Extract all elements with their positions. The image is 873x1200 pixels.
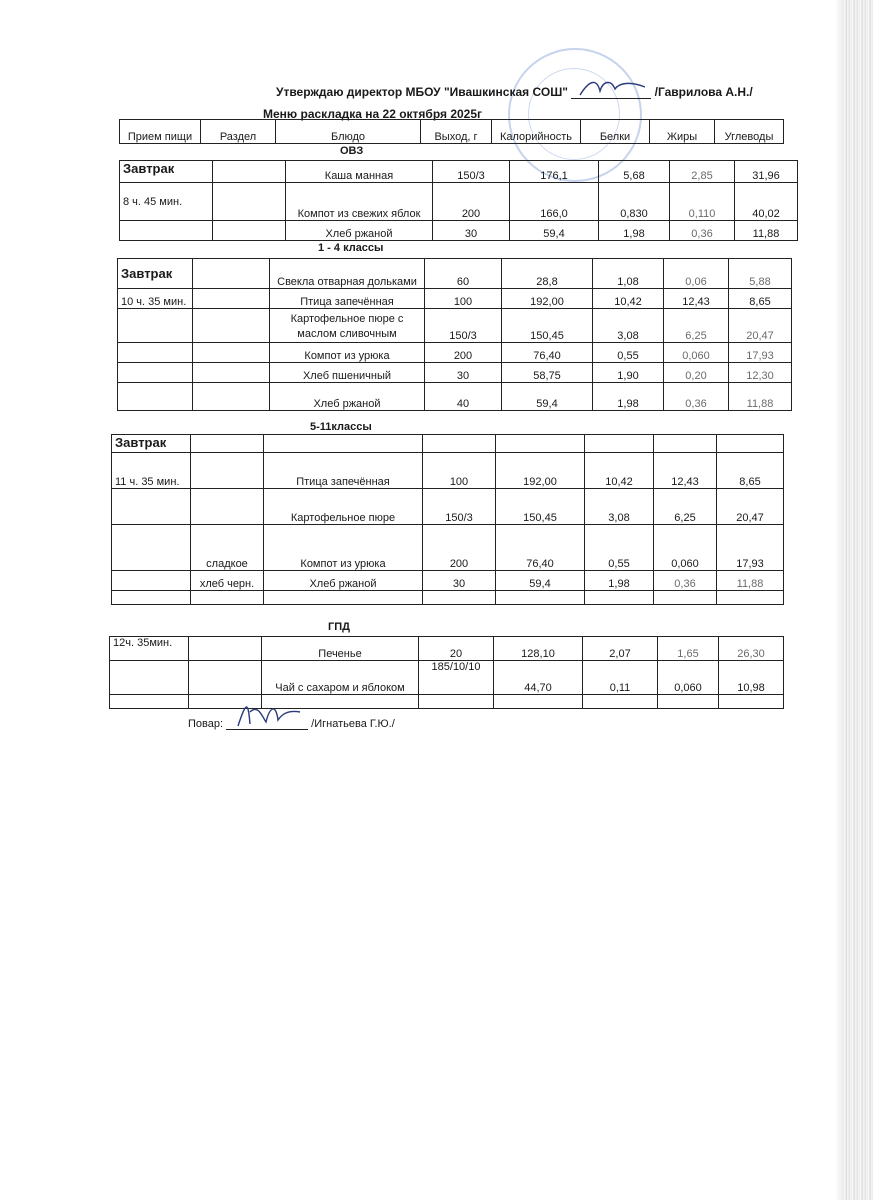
kcal-value: 150,45 bbox=[496, 489, 585, 525]
section-value: сладкое bbox=[191, 525, 264, 571]
meal-time: 8 ч. 45 мин. bbox=[120, 183, 213, 221]
yield-value: 200 bbox=[423, 525, 496, 571]
fat-value: 0,20 bbox=[664, 363, 729, 383]
kcal-value: 192,00 bbox=[502, 289, 593, 309]
approval-prefix: Утверждаю директор МБОУ "Ивашкинская СОШ" bbox=[276, 85, 568, 99]
section-title-1-4: 1 - 4 классы bbox=[318, 242, 384, 254]
carb-value: 8,65 bbox=[729, 289, 792, 309]
carb-value: 11,88 bbox=[729, 383, 792, 411]
dish-name: Компот из свежих яблок bbox=[286, 183, 433, 221]
yield-value: 30 bbox=[433, 221, 510, 241]
table-row bbox=[120, 161, 798, 183]
dish-name: Каша манная bbox=[286, 161, 433, 183]
kcal-value: 44,70 bbox=[494, 661, 583, 695]
table-row bbox=[118, 309, 792, 343]
col-dish: Блюдо bbox=[276, 120, 421, 144]
carb-value: 12,30 bbox=[729, 363, 792, 383]
fat-value: 0,36 bbox=[670, 221, 735, 241]
table-grades-5-11 bbox=[111, 434, 784, 605]
director-signature bbox=[571, 87, 651, 99]
col-yield: Выход, г bbox=[421, 120, 492, 144]
dish-name: Хлеб ржаной bbox=[286, 221, 433, 241]
carb-value: 11,88 bbox=[717, 571, 784, 591]
meal-label: Завтрак bbox=[120, 161, 213, 183]
table-row bbox=[112, 571, 784, 591]
protein-value: 2,07 bbox=[583, 637, 658, 661]
carb-value: 20,47 bbox=[729, 309, 792, 343]
cook-name: /Игнатьева Г.Ю./ bbox=[311, 718, 395, 730]
kcal-value: 192,00 bbox=[496, 453, 585, 489]
dish-name: Птица запечённая bbox=[264, 453, 423, 489]
fat-value: 0,060 bbox=[664, 343, 729, 363]
table-row bbox=[112, 591, 784, 605]
carb-value: 31,96 bbox=[735, 161, 798, 183]
col-kcal: Калорийность bbox=[492, 120, 581, 144]
yield-value: 150/3 bbox=[425, 309, 502, 343]
kcal-value: 150,45 bbox=[502, 309, 593, 343]
table-row bbox=[118, 259, 792, 289]
carb-value: 20,47 bbox=[717, 489, 784, 525]
dish-name: Картофельное пюре bbox=[264, 489, 423, 525]
fat-value: 2,85 bbox=[670, 161, 735, 183]
fat-value: 0,36 bbox=[664, 383, 729, 411]
meal-time: 11 ч. 35 мин. bbox=[112, 453, 191, 489]
table-row bbox=[118, 383, 792, 411]
protein-value: 5,68 bbox=[599, 161, 670, 183]
fat-value: 6,25 bbox=[654, 489, 717, 525]
section-value: хлеб черн. bbox=[191, 571, 264, 591]
carb-value: 17,93 bbox=[717, 525, 784, 571]
cook-signature bbox=[226, 718, 308, 730]
meal-time: 10 ч. 35 мин. bbox=[118, 289, 193, 309]
fat-value: 0,060 bbox=[654, 525, 717, 571]
table-row bbox=[120, 183, 798, 221]
protein-value: 1,90 bbox=[593, 363, 664, 383]
fat-value: 0,36 bbox=[654, 571, 717, 591]
approval-suffix: /Гаврилова А.Н./ bbox=[654, 85, 753, 99]
table-row bbox=[112, 435, 784, 453]
fat-value: 12,43 bbox=[654, 453, 717, 489]
table-row bbox=[112, 453, 784, 489]
dish-name: Картофельное пюре с маслом сливочным bbox=[270, 309, 425, 343]
protein-value: 0,11 bbox=[583, 661, 658, 695]
approval-line bbox=[276, 85, 753, 99]
carb-value: 10,98 bbox=[719, 661, 784, 695]
section-title-gpd: ГПД bbox=[328, 621, 350, 633]
carb-value: 5,88 bbox=[729, 259, 792, 289]
protein-value: 3,08 bbox=[585, 489, 654, 525]
table-row bbox=[118, 289, 792, 309]
yield-value: 30 bbox=[423, 571, 496, 591]
yield-value: 150/3 bbox=[423, 489, 496, 525]
carb-value: 26,30 bbox=[719, 637, 784, 661]
col-fat: Жиры bbox=[650, 120, 715, 144]
protein-value: 0,830 bbox=[599, 183, 670, 221]
protein-value: 1,98 bbox=[585, 571, 654, 591]
dish-name: Хлеб ржаной bbox=[270, 383, 425, 411]
table-row bbox=[120, 221, 798, 241]
scan-edge-artifact bbox=[843, 0, 873, 1200]
column-header-table bbox=[119, 119, 784, 144]
section-value bbox=[191, 453, 264, 489]
fat-value: 0,060 bbox=[658, 661, 719, 695]
scan-shadow bbox=[835, 0, 843, 1200]
dish-name: Свекла отварная дольками bbox=[270, 259, 425, 289]
cook-line bbox=[188, 718, 395, 730]
col-protein: Белки bbox=[581, 120, 650, 144]
yield-value: 100 bbox=[423, 453, 496, 489]
dish-name: Компот из урюка bbox=[270, 343, 425, 363]
col-section: Раздел bbox=[201, 120, 276, 144]
carb-value: 11,88 bbox=[735, 221, 798, 241]
kcal-value: 76,40 bbox=[502, 343, 593, 363]
table-ovz bbox=[119, 160, 798, 241]
meal-label: Завтрак bbox=[112, 435, 191, 453]
table-row bbox=[110, 661, 784, 695]
meal-time: 12ч. 35мин. bbox=[110, 637, 189, 661]
protein-value: 1,08 bbox=[593, 259, 664, 289]
kcal-value: 176,1 bbox=[510, 161, 599, 183]
yield-value: 40 bbox=[425, 383, 502, 411]
col-meal: Прием пищи bbox=[120, 120, 201, 144]
col-carbs: Углеводы bbox=[715, 120, 784, 144]
kcal-value: 59,4 bbox=[496, 571, 585, 591]
dish-name: Печенье bbox=[262, 637, 419, 661]
kcal-value: 58,75 bbox=[502, 363, 593, 383]
kcal-value: 76,40 bbox=[496, 525, 585, 571]
protein-value: 0,55 bbox=[585, 525, 654, 571]
kcal-value: 128,10 bbox=[494, 637, 583, 661]
protein-value: 0,55 bbox=[593, 343, 664, 363]
yield-value: 60 bbox=[425, 259, 502, 289]
dish-name: Птица запечённая bbox=[270, 289, 425, 309]
fat-value: 0,06 bbox=[664, 259, 729, 289]
carb-value: 17,93 bbox=[729, 343, 792, 363]
fat-value: 0,110 bbox=[670, 183, 735, 221]
table-gpd bbox=[109, 636, 784, 709]
fat-value: 12,43 bbox=[664, 289, 729, 309]
yield-value: 100 bbox=[425, 289, 502, 309]
kcal-value: 28,8 bbox=[502, 259, 593, 289]
kcal-value: 59,4 bbox=[502, 383, 593, 411]
protein-value: 10,42 bbox=[593, 289, 664, 309]
protein-value: 3,08 bbox=[593, 309, 664, 343]
cook-label: Повар: bbox=[188, 718, 224, 730]
table-row bbox=[110, 637, 784, 661]
fat-value: 1,65 bbox=[658, 637, 719, 661]
yield-value: 20 bbox=[419, 637, 494, 661]
table-row bbox=[118, 363, 792, 383]
yield-value: 30 bbox=[425, 363, 502, 383]
fat-value: 6,25 bbox=[664, 309, 729, 343]
table-row bbox=[118, 343, 792, 363]
section-value bbox=[191, 489, 264, 525]
dish-name: Хлеб пшеничный bbox=[270, 363, 425, 383]
menu-title: Меню раскладка на 22 октября 2025г bbox=[263, 107, 483, 121]
dish-name: Хлеб ржаной bbox=[264, 571, 423, 591]
yield-value: 200 bbox=[425, 343, 502, 363]
carb-value: 40,02 bbox=[735, 183, 798, 221]
table-row bbox=[110, 695, 784, 709]
table-grades-1-4 bbox=[117, 258, 792, 411]
carb-value: 8,65 bbox=[717, 453, 784, 489]
dish-name: Компот из урюка bbox=[264, 525, 423, 571]
protein-value: 1,98 bbox=[599, 221, 670, 241]
protein-value: 10,42 bbox=[585, 453, 654, 489]
section-title-5-11: 5-11классы bbox=[310, 421, 372, 433]
kcal-value: 59,4 bbox=[510, 221, 599, 241]
section-title-ovz: ОВЗ bbox=[340, 145, 364, 157]
dish-name: Чай с сахаром и яблоком bbox=[262, 661, 419, 695]
table-row bbox=[112, 525, 784, 571]
kcal-value: 166,0 bbox=[510, 183, 599, 221]
yield-value: 200 bbox=[433, 183, 510, 221]
yield-value: 185/10/10 bbox=[419, 661, 494, 695]
protein-value: 1,98 bbox=[593, 383, 664, 411]
table-row bbox=[112, 489, 784, 525]
meal-label: Завтрак bbox=[118, 259, 193, 289]
yield-value: 150/3 bbox=[433, 161, 510, 183]
